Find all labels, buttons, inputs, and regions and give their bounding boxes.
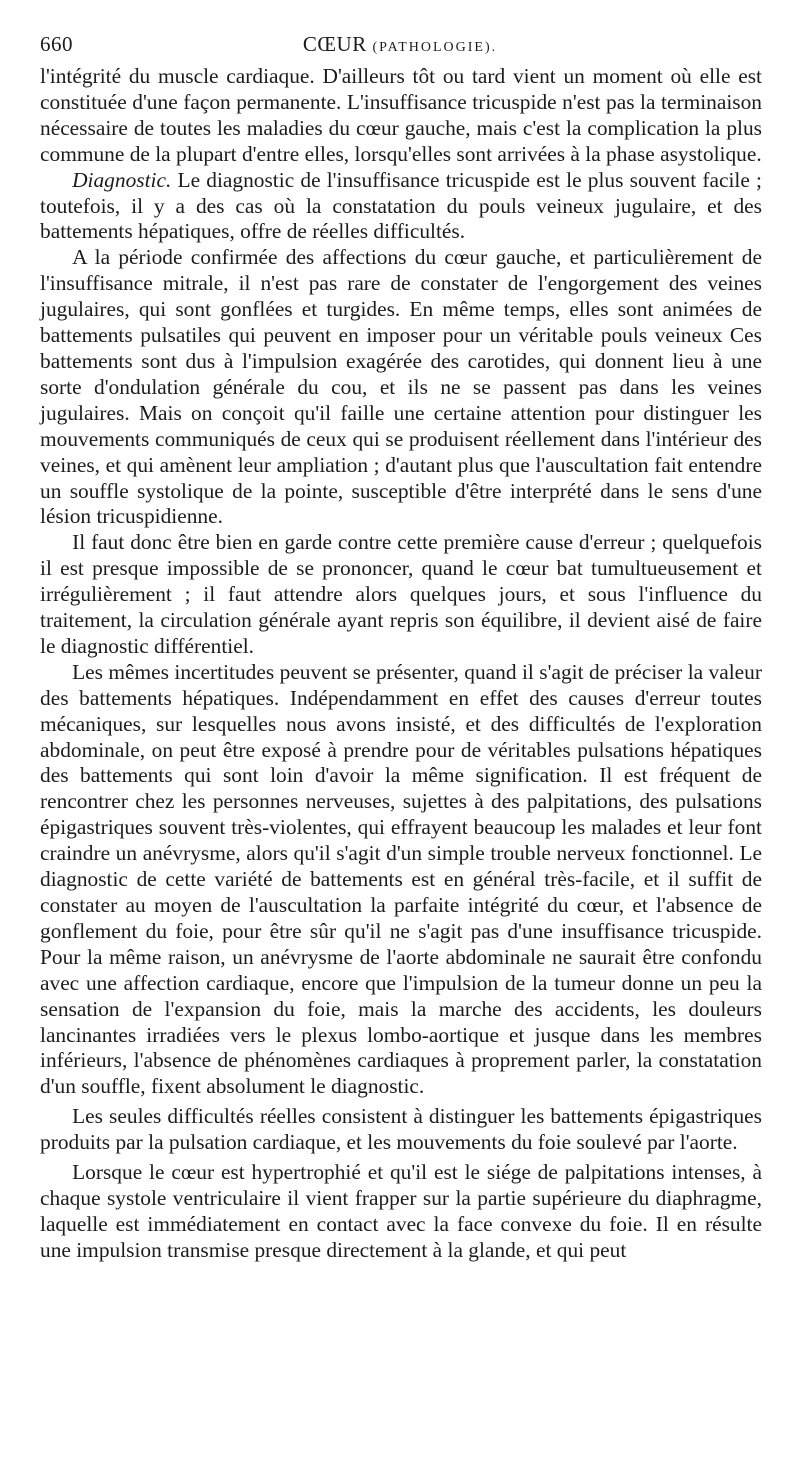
chapter-subtitle: (PATHOLOGIE).: [372, 40, 498, 55]
paragraph: Il faut donc être bien en garde contre cette première cause d'erreur ; quelquefois il est presque impossible de se prononcer, quand le cœur bat tumultueusement et irrégulièrement ; il faut attendre alors quelques jours, et sous l'influence du traitement, la circulation générale ayant repris son équilibre, il devient aisé de faire le diagnostic différentiel.: [40, 530, 762, 658]
paragraph-text: Le diagnostic de l'insuffisance tricuspide est le plus souvent facile ; toutefois, il y a des cas où la constatation du pouls veineux jugulaire, et des battements hépatiques, offre de réelles difficultés.: [40, 167, 762, 244]
paragraph: A la période confirmée des affections du cœur gauche, et particulièrement de l'insuffisance mitrale, il n'est pas rare de constater de l'engorgement des veines jugulaires, qui sont gonflées et turgides. En même temps, elles sont animées de battements pulsatiles qui peuvent en imposer pour un véritable pouls veineux Ces battements sont dus à l'impulsion exagérée des carotides, qui donnent lieu à une sorte d'ondulation générale du cou, et ils ne se passent pas dans les veines jugulaires. Mais on conçoit qu'il faille une certaine attention pour distinguer les mouvements communiqués de ceux qui se produisent réellement dans l'intérieur des veines, et qui amènent leur ampliation ; d'autant plus que l'auscultation fait entendre un souffle systolique de la pointe, susceptible d'être interprété dans le sens d'une lésion tricuspidienne.: [40, 245, 762, 529]
paragraph: Les mêmes incertitudes peuvent se présenter, quand il s'agit de préciser la valeur des battements hépatiques. Indépendamment en effet des causes d'erreur toutes mécaniques, sur lesquelles nous avons insisté, et des difficultés de l'exploration abdominale, on peut être exposé à prendre pour de véritables pulsations hépatiques des battements qui sont loin d'avoir la même signification. Il est fréquent de rencontrer chez les personnes nerveuses, sujettes à des palpitations, des pulsations épigastriques souvent très-violentes, qui effrayent beaucoup les malades et leur font craindre un anévrysme, alors qu'il s'agit d'un simple trouble nerveux fonctionnel. Le diagnostic de cette variété de battements est en général très-facile, et il suffit de constater au moyen de l'auscultation la parfaite intégrité du cœur, et l'absence de gonflement du foie, pour être sûr qu'il ne s'agit pas d'une insuffisance tricuspide. Pour la même raison, un anévrysme de l'aorte abdominale ne saurait être confondu avec une affection cardiaque, encore que l'impulsion de la tumeur donne un peu la sensation de l'expansion du foie, mais la marche des accidents, les douleurs lancinantes irradiées vers le plexus lombo-aortique et jusque dans les membres inférieurs, l'absence de phénomènes cardiaques à proprement parler, la constatation d'un souffle, fixent absolument le diagnostic.: [40, 659, 762, 1099]
paragraph: [40, 168, 762, 246]
paragraph: l'intégrité du muscle cardiaque. D'ailleurs tôt ou tard vient un moment où elle est constituée d'une façon permanente. L'insuffisance tricuspide n'est pas la terminaison nécessaire de toutes les maladies du cœur gauche, mais c'est la complication la plus commune de la plupart d'entre elles, lorsqu'elles sont arrivées à la phase asystolique.: [40, 64, 762, 166]
section-lead: Diagnostic.: [72, 167, 172, 192]
running-title: [40, 32, 760, 57]
paragraph: Les seules difficultés réelles consistent à distinguer les battements épigastriques produits par la pulsation cardiaque, et les mouvements du foie soulevé par l'aorte.: [40, 1104, 762, 1155]
page-number: 660: [40, 32, 73, 56]
chapter-title: CŒUR: [302, 32, 367, 56]
running-header: [40, 28, 760, 62]
paragraph: Lorsque le cœur est hypertrophié et qu'il est le siége de palpitations intenses, à chaque systole ventriculaire il vient frapper sur la partie supérieure du diaphragme, laquelle est immédiatement en contact avec la face convexe du foie. Il en résulte une impulsion transmise presque directement à la glande, et qui peut: [40, 1160, 762, 1262]
page-body: [40, 64, 762, 1264]
